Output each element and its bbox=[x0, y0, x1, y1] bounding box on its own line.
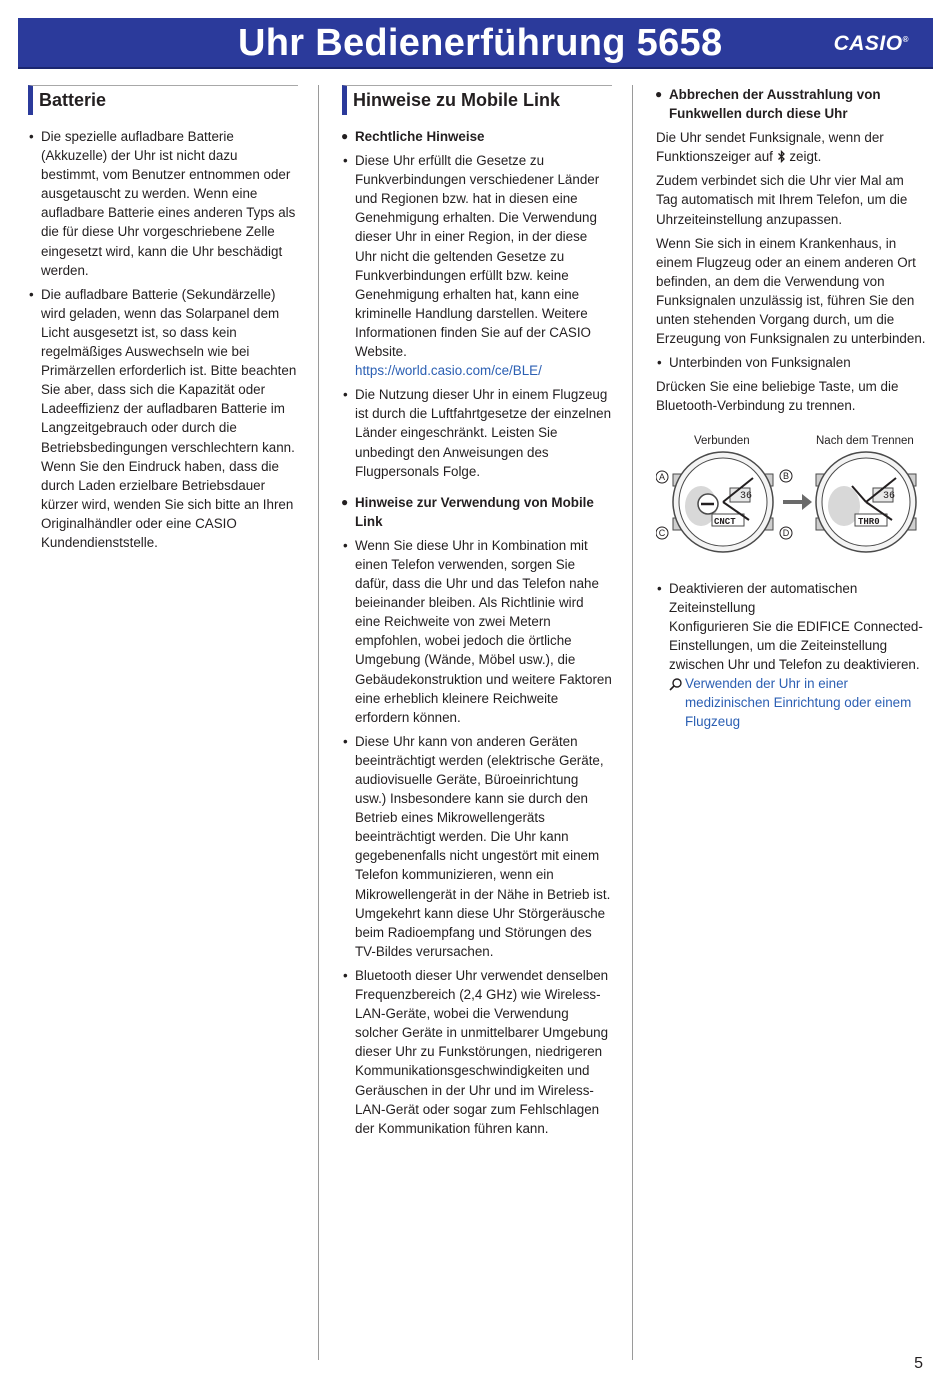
paragraph: Drücken Sie eine beliebige Taste, um die Bluetooth-Verbindung zu trennen. bbox=[656, 379, 899, 414]
reference-link[interactable] bbox=[669, 674, 928, 731]
list-item: • Die spezielle aufladbare Batterie (Akkuzelle) der Uhr ist nicht dazu bestimmt, vom Benutzer entnommen oder ausgetauscht zu werden. Wenn eine aufladbare Batterie eines anderen Typs als die für diese Uhr vorgeschriebene Zelle eingesetzt wird, kann die Uhr beschädigt werden. bbox=[28, 127, 298, 280]
registered-mark: ® bbox=[902, 35, 909, 44]
column-mobile-link bbox=[342, 85, 612, 1143]
arrow-icon bbox=[783, 494, 812, 510]
column-divider bbox=[632, 85, 633, 1360]
button-d-label: D bbox=[782, 527, 790, 538]
paragraph: Zudem verbindet sich die Uhr vier Mal am Tag automatisch mit Ihrem Telefon, um die Uhrzeiteinstellung anzupassen. bbox=[656, 173, 908, 227]
bluetooth-icon bbox=[777, 150, 786, 163]
section-heading-battery: Batterie bbox=[28, 85, 298, 115]
paragraph: Wenn Sie sich in einem Krankenhaus, in einem Flugzeug oder an einem anderen Ort befinden, an dem die Verwendung von Funksignalen unzulässig ist, führen Sie den unten stehenden Vorgang durch, um die Erzeugung von Funksignalen zu unterbinden. bbox=[656, 235, 926, 347]
button-a-label: A bbox=[658, 471, 666, 482]
page-title: Uhr Bedienerführung 5658 bbox=[238, 22, 723, 64]
list-item: • Bluetooth dieser Uhr verwendet denselben Frequenzbereich (2,4 GHz) wie Wireless-LAN-Geräte, wobei die Verwendung solcher Geräte in unmittelbarer Umgebung dieser Uhr zu Funkstörungen, niedrigeren Kommunikationsgeschwindigkeiten und Geräuschen in der Uhr und im Wireless-LAN-Gerät oder sogar zum Fehlschlagen der Kommunikation führen kann. bbox=[342, 966, 612, 1138]
column-battery bbox=[28, 85, 298, 557]
watch-disconnected bbox=[816, 452, 916, 552]
list-item: • Wenn Sie diese Uhr in Kombination mit einen Telefon verwenden, sorgen Sie dafür, dass die Uhr und das Telefon nahe beieinander bleiben. Als Richtlinie wird eine Reichweite von zwei Metern empfohlen, wobei jedoch die örtliche Umgebung (Wände, Möbel usw.), die Gebäudekonstruktion und weitere Faktoren eine erheblich kleinere Reichweite erfordern können. bbox=[342, 536, 612, 727]
casio-ble-link[interactable]: https://world.casio.com/ce/BLE/ bbox=[355, 363, 542, 379]
figure-label-disconnected: Nach dem Trennen bbox=[816, 434, 914, 447]
lcd-text-disconnected: THR0 bbox=[858, 516, 880, 527]
reference-link-text[interactable]: Verwenden der Uhr in einer medizinischen Einrichtung oder einem Flugzeug bbox=[685, 675, 912, 730]
legal-text: Diese Uhr erfüllt die Gesetze zu Funkverbindungen verschiedener Länder und Regionen bzw. hat in diesen eine Genehmigung erhalten. Die Verwendung dieser Uhr in einer Region, in der diese Uhr nicht die geltenden Gesetze zu Funkverbindungen erfüllt bzw. keine Genehmigung erhalten hat, kann eine kriminelle Handlung darstellen. Weitere Informationen finden Sie auf der CASIO Website. bbox=[355, 153, 600, 360]
page-number: 5 bbox=[914, 1355, 923, 1372]
dial-number: 36 bbox=[883, 490, 896, 502]
watch-connected bbox=[673, 452, 773, 552]
brand-logo-text: CASIO bbox=[833, 32, 903, 55]
column-radio bbox=[656, 85, 928, 736]
page-header bbox=[18, 18, 933, 69]
section-heading-mobile-link: Hinweise zu Mobile Link bbox=[342, 85, 612, 115]
paragraph-text: Die Uhr sendet Funksignale, wenn der Funktionszeiger auf bbox=[656, 130, 884, 165]
list-item-text: Konfigurieren Sie die EDIFICE Connected-Einstellungen, um die Zeiteinstellung zwischen Uhr und Telefon zu deaktivieren. bbox=[669, 618, 923, 672]
list-item: • Die Nutzung dieser Uhr in einem Flugzeug ist durch die Luftfahrtgesetze der einzelnen Länder eingeschränkt. Leisten Sie unbedingt den Anweisungen des Flugpersonals Folge. bbox=[342, 385, 612, 480]
dial-number: 36 bbox=[740, 490, 753, 502]
paragraph-text: zeigt. bbox=[789, 149, 822, 165]
column-divider bbox=[318, 85, 319, 1360]
magnifier-icon bbox=[669, 677, 683, 691]
paragraph bbox=[656, 128, 928, 166]
watch-figure bbox=[656, 430, 946, 565]
watch-illustration bbox=[656, 430, 946, 565]
brand-logo bbox=[834, 32, 909, 56]
list-item bbox=[342, 151, 612, 380]
subheading-legal: ● Rechtliche Hinweise bbox=[342, 127, 612, 146]
list-item: • Die aufladbare Batterie (Sekundärzelle) wird geladen, wenn das Solarpanel dem Licht ausgesetzt ist, so dass kein regelmäßiges Auswechseln wie bei Primärzellen erforderlich ist. Bitte beachten Sie aber, dass sich die Kapazität oder Ladeeffizienz der aufladbaren Batterie im Langzeitgebrauch oder durch die Betriebsbedingungen verschlechtern kann. Wenn Sie den Eindruck haben, dass die durch Laden erzielbare Betriebsdauer kürzer wird, wenden Sie sich bitte an Ihren Originalhändler oder eine CASIO Kundendienststelle. bbox=[28, 285, 298, 552]
button-c-label: C bbox=[658, 527, 666, 538]
subheading-usage: ● Hinweise zur Verwendung von Mobile Link bbox=[342, 493, 612, 531]
lcd-text-connected: CNCT bbox=[714, 516, 736, 527]
list-item: • Diese Uhr kann von anderen Geräten beeinträchtigt werden (elektrische Geräte, audiovisuelle Geräte, Büroeinrichtung usw.) Insbesondere kann sie durch den Betrieb eines Mikrowellengeräts beeinträchtigt werden. Die Uhr kann gegebenenfalls nicht ungestört mit einem Telefon kommunizieren, wenn ein Mikrowellengerät in der Nähe in Betrieb ist. Umgekehrt kann diese Uhr Störgeräusche beim Radioempfang und Störungen des TV-Bildes verursachen. bbox=[342, 732, 612, 961]
list-item: • Unterbinden von Funksignalen bbox=[656, 353, 928, 372]
list-item-title: • Deaktivieren der automatischen Zeiteinstellung bbox=[669, 580, 858, 615]
figure-label-connected: Verbunden bbox=[694, 434, 750, 447]
list-item bbox=[656, 579, 928, 732]
button-b-label: B bbox=[782, 470, 790, 481]
subheading-stop-radio: ● Abbrechen der Ausstrahlung von Funkwellen durch diese Uhr bbox=[656, 85, 928, 123]
